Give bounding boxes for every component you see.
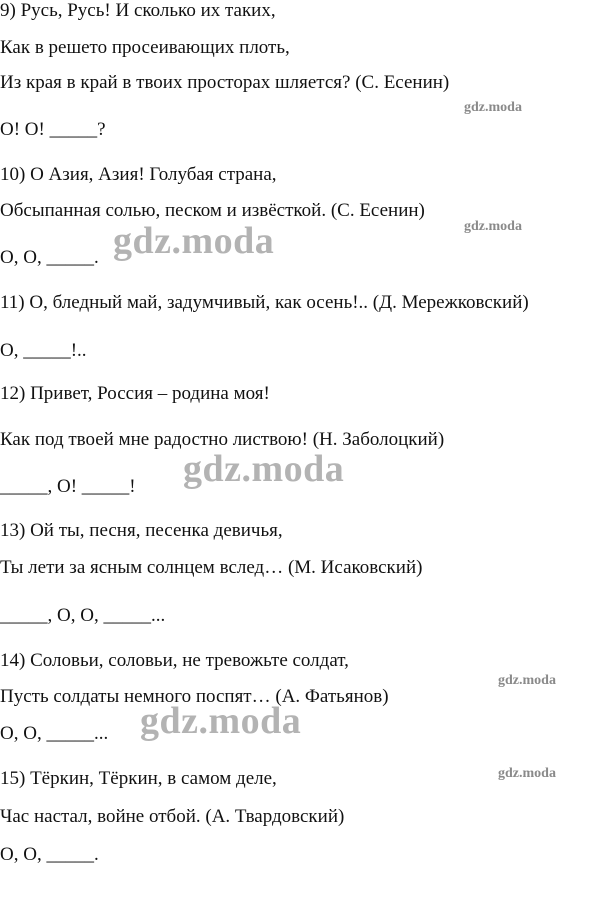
- answer-template-line: О! О! _____?: [0, 119, 106, 140]
- watermark: gdz.moda: [183, 448, 345, 490]
- text-line: Пусть солдаты немного поспят… (А. Фатьянов): [0, 686, 389, 707]
- answer-template-line: _____, О, О, _____...: [0, 605, 166, 626]
- text-line: Час настал, войне отбой. (А. Твардовский): [0, 806, 345, 827]
- answer-template-line: О, О, _____...: [0, 723, 109, 744]
- answer-template-line: О, _____!..: [0, 340, 87, 361]
- text-line: Как в решето просеивающих плоть,: [0, 37, 290, 58]
- text-line: 13) Ой ты, песня, песенка девичья,: [0, 520, 283, 541]
- watermark: gdz.moda: [498, 766, 556, 781]
- text-line: 14) Соловьи, соловьи, не тревожьте солдат,: [0, 650, 349, 671]
- text-line: Обсыпанная солью, песком и извёсткой. (С. Есенин): [0, 200, 425, 221]
- answer-template-line: О, О, _____.: [0, 844, 99, 865]
- answer-template-line: _____, О! _____!: [0, 476, 136, 497]
- text-line: 11) О, бледный май, задумчивый, как осень!.. (Д. Мережковский): [0, 292, 529, 313]
- text-line: Как под твоей мне радостно листвою! (Н. Заболоцкий): [0, 429, 445, 450]
- answer-template-line: О, О, _____.: [0, 247, 99, 268]
- watermark: gdz.moda: [113, 220, 275, 262]
- text-line: 10) О Азия, Азия! Голубая страна,: [0, 164, 277, 185]
- text-line: 12) Привет, Россия – родина моя!: [0, 383, 270, 404]
- text-line: 9) Русь, Русь! И сколько их таких,: [0, 0, 276, 21]
- watermark: gdz.moda: [498, 673, 556, 688]
- watermark: gdz.moda: [140, 700, 302, 742]
- text-line: Ты лети за ясным солнцем вслед… (М. Исаковский): [0, 557, 423, 578]
- text-line: Из края в край в твоих просторах шляется? (С. Есенин): [0, 72, 450, 93]
- text-line: 15) Тёркин, Тёркин, в самом деле,: [0, 768, 277, 789]
- watermark: gdz.moda: [464, 100, 522, 115]
- watermark: gdz.moda: [464, 219, 522, 234]
